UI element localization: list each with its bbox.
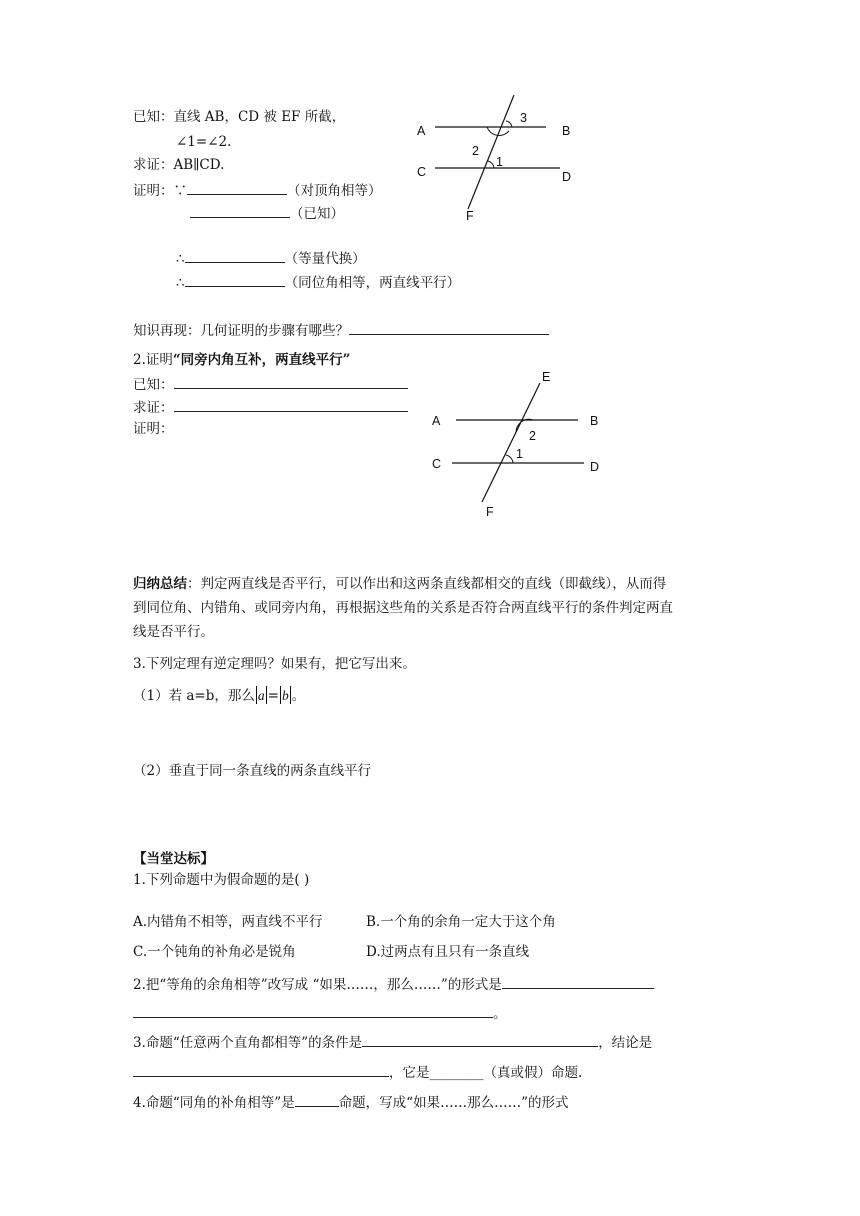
option-c: C.一个钝角的补角必是锐角: [133, 944, 296, 960]
q3-title: 3.下列定理有逆定理吗？如果有，把它写出来。: [133, 656, 416, 672]
practice-q2-blank-2[interactable]: [133, 1003, 493, 1018]
recall-blank[interactable]: [349, 320, 549, 335]
q3-item-2: （2）垂直于同一条直线的两条直线平行: [133, 763, 372, 779]
practice-q3-a: 3.命题“任意两个直角都相等”的条件是: [133, 1035, 363, 1051]
q2-given-blank[interactable]: [174, 374, 408, 389]
therefore-sign: ∴: [176, 251, 185, 267]
figure-parallel-lines-2: [420, 365, 620, 525]
summary-label: 归纳总结: [133, 576, 187, 592]
recall-text: 知识再现：几何证明的步骤有哪些？: [133, 323, 349, 339]
practice-q2-blank-1[interactable]: [502, 974, 654, 989]
label-b: B: [590, 414, 599, 428]
label-a: A: [432, 414, 441, 428]
blank-3[interactable]: [185, 248, 285, 263]
label-e: E: [542, 370, 551, 384]
proof-line-3: [176, 248, 366, 268]
label-2: 2: [472, 144, 479, 158]
practice-q4-b: 命题，写成“如果……那么……”的形式: [338, 1095, 569, 1111]
summary-text-1: ：判定两直线是否平行，可以作出和这两条直线都相交的直线（即截线），从而得: [187, 576, 667, 592]
practice-q2-cont: [133, 1003, 507, 1023]
therefore-sign: ∴: [176, 275, 185, 291]
angle-1-arc: [488, 161, 494, 168]
blank-1[interactable]: [187, 180, 287, 195]
label-d: D: [562, 170, 572, 184]
q3-item1-end: 。: [291, 688, 306, 704]
label-f: F: [466, 209, 474, 223]
practice-q3-cont: [133, 1062, 582, 1082]
q2-title-prefix: 2.证明: [133, 352, 173, 368]
label-1: 1: [496, 155, 503, 169]
practice-q1: 1.下列命题中为假命题的是( ): [133, 872, 310, 888]
q2-prove-label: 求证：: [133, 400, 174, 416]
q2-title: [133, 351, 350, 369]
abs-b: b: [281, 688, 289, 703]
reason-3: （等量代换）: [284, 251, 366, 267]
option-a: A.内错角不相等，两直线不平行: [133, 914, 323, 930]
abs-a: a: [257, 688, 265, 703]
reason-4: （同位角相等，两直线平行）: [284, 275, 461, 291]
label-d: D: [590, 460, 600, 474]
recall-line: [133, 320, 549, 340]
practice-q3-blank-1[interactable]: [362, 1032, 598, 1047]
q2-given-label: 已知：: [133, 377, 174, 393]
summary-line-1: [133, 575, 666, 593]
q3-item-1: [133, 686, 305, 705]
practice-q2-end: 。: [493, 1006, 507, 1022]
label-3: 3: [520, 111, 527, 125]
practice-q2: [133, 974, 654, 994]
reason-2: （已知）: [290, 206, 344, 222]
label-2: 2: [529, 429, 536, 443]
q2-given: [133, 374, 408, 394]
label-a: A: [417, 124, 426, 138]
practice-q2-text: 2.把“等角的余角相等”改写成 “如果……，那么……”的形式是: [133, 977, 502, 993]
practice-q3: [133, 1032, 652, 1052]
label-1: 1: [516, 447, 523, 461]
summary-line-3: 线是否平行。: [133, 624, 214, 640]
given-line-1: 已知：直线 AB，CD 被 EF 所截，: [133, 109, 346, 125]
summary-line-2: 到同位角、内错角、或同旁内角，再根据这些角的关系是否符合两直线平行的条件判定两直: [133, 600, 673, 616]
angle-1-arc: [506, 455, 513, 463]
prove-line: 求证：AB∥CD.: [133, 157, 225, 173]
blank-2[interactable]: [190, 203, 290, 218]
proof-prefix: 证明：∵: [133, 183, 187, 199]
practice-header: 【当堂达标】: [133, 851, 214, 867]
proof-line-4: [176, 272, 460, 292]
option-d: D.过两点有且只有一条直线: [366, 944, 530, 960]
q3-item1-prefix: （1）若 a=b，那么: [133, 688, 255, 704]
q2-title-bold: “同旁内角互补，两直线平行”: [172, 352, 351, 368]
q2-prove: [133, 397, 408, 417]
label-b: B: [562, 124, 571, 138]
q2-prove-blank[interactable]: [174, 397, 408, 412]
figure-parallel-lines-1: [400, 88, 600, 228]
q2-proof: 证明：: [133, 421, 174, 437]
practice-q4: [133, 1092, 569, 1112]
proof-line-2: [190, 203, 344, 223]
practice-q3-b: ，结论是: [598, 1035, 653, 1051]
given-line-2: ∠1=∠2.: [176, 134, 232, 150]
practice-q4-a: 4.命题“同角的补角相等”是: [133, 1095, 295, 1111]
option-b: B.一个角的余角一定大于这个角: [366, 914, 556, 930]
equals-sign: =: [267, 688, 279, 704]
blank-4[interactable]: [185, 272, 285, 287]
label-c: C: [417, 165, 427, 179]
proof-line-1: [133, 180, 382, 200]
angle-3-arc: [506, 121, 512, 127]
reason-1: （对顶角相等）: [287, 183, 382, 199]
practice-q3-blank-2[interactable]: [133, 1062, 389, 1077]
label-c: C: [432, 457, 442, 471]
label-f: F: [486, 505, 494, 519]
practice-q4-blank[interactable]: [295, 1092, 339, 1107]
practice-q3-c: ，它是________（真或假）命题.: [389, 1065, 583, 1081]
